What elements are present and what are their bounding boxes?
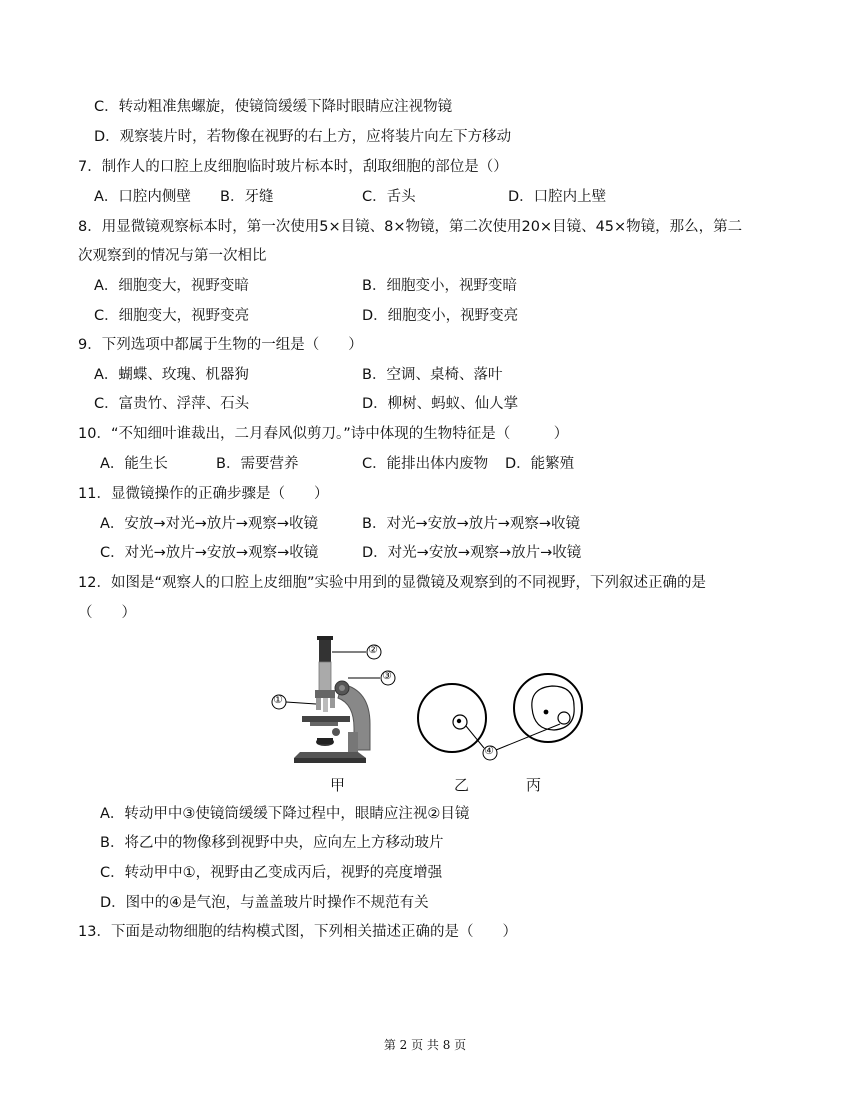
marker-2: ② xyxy=(368,643,378,656)
q9-stem: 9．下列选项中都属于生物的一组是（ ） xyxy=(78,337,363,353)
q8-option-d: D．细胞变小，视野变亮 xyxy=(362,308,519,324)
q12-option-d: D．图中的④是气泡，与盖盖玻片时操作不规范有关 xyxy=(100,895,429,911)
q8-stem-line1: 8．用显微镜观察标本时，第一次使用5×目镜、8×物镜，第二次使用20×目镜、45×物镜，那么，第二 xyxy=(78,219,743,235)
q10-stem: 10．“不知细叶谁裁出，二月春风似剪刀。”诗中体现的生物特征是（ ） xyxy=(78,426,569,442)
q7-stem: 7．制作人的口腔上皮细胞临时玻片标本时，刮取细胞的部位是（） xyxy=(78,159,508,175)
q10-option-b: B．需要营养 xyxy=(216,456,299,472)
q12-stem-line1: 12．如图是“观察人的口腔上皮细胞”实验中用到的显微镜及观察到的不同视野，下列叙述正确的是 xyxy=(78,575,706,591)
q12-stem-line2: （ ） xyxy=(78,605,136,621)
q7-option-a: A．口腔内侧壁 xyxy=(94,189,191,205)
q10-option-c: C．能排出体内废物 xyxy=(362,456,489,472)
marker-3: ③ xyxy=(382,669,392,682)
q9-option-a: A．蝴蝶、玫瑰、机器狗 xyxy=(94,367,249,383)
q12-option-a: A．转动甲中③使镜筒缓缓下降过程中，眼睛应注视②目镜 xyxy=(100,806,470,822)
q13-stem: 13．下面是动物细胞的结构模式图，下列相关描述正确的是（ ） xyxy=(78,924,517,940)
q11-stem: 11．显微镜操作的正确步骤是（ ） xyxy=(78,486,329,502)
label-yi: 乙 xyxy=(454,776,470,794)
q10-option-a: A．能生长 xyxy=(100,456,168,472)
q11-option-d: D．对光→安放→观察→放片→收镜 xyxy=(362,545,582,561)
q7-option-d: D．口腔内上壁 xyxy=(508,189,607,205)
q7-option-c: C．舌头 xyxy=(362,189,416,205)
q12-figure xyxy=(262,632,598,802)
q9-option-c: C．富贵竹、浮萍、石头 xyxy=(94,396,250,412)
q12-option-b: B．将乙中的物像移到视野中央，应向左上方移动玻片 xyxy=(100,835,444,851)
q6-option-c: C．转动粗准焦螺旋，使镜筒缓缓下降时眼睛应注视物镜 xyxy=(94,99,453,115)
q12-option-c: C．转动甲中①，视野由乙变成丙后，视野的亮度增强 xyxy=(100,865,443,881)
microscope-illustration xyxy=(294,636,370,763)
label-bing: 丙 xyxy=(526,776,542,794)
q8-option-b: B．细胞变小，视野变暗 xyxy=(362,278,517,294)
label-jia: 甲 xyxy=(330,776,346,794)
marker-1: ① xyxy=(273,693,283,706)
q11-option-c: C．对光→放片→安放→观察→收镜 xyxy=(100,545,319,561)
q9-option-d: D．柳树、蚂蚁、仙人掌 xyxy=(362,396,519,412)
q8-stem-line2: 次观察到的情况与第一次相比 xyxy=(78,248,267,264)
q11-option-b: B．对光→安放→放片→观察→收镜 xyxy=(362,516,581,532)
page-footer: 第 2 页 共 8 页 xyxy=(383,1038,467,1052)
q9-option-b: B．空调、桌椅、落叶 xyxy=(362,367,503,383)
q7-option-b: B．牙缝 xyxy=(220,189,274,205)
marker-4: ④ xyxy=(484,744,494,757)
q11-option-a: A．安放→对光→放片→观察→收镜 xyxy=(100,516,319,532)
q8-option-a: A．细胞变大，视野变暗 xyxy=(94,278,249,294)
q8-option-c: C．细胞变大，视野变亮 xyxy=(94,308,250,324)
q6-option-d: D．观察装片时，若物像在视野的右上方，应将装片向左下方移动 xyxy=(94,129,512,145)
microscope-diagram xyxy=(262,632,598,802)
q10-option-d: D．能繁殖 xyxy=(505,456,575,472)
